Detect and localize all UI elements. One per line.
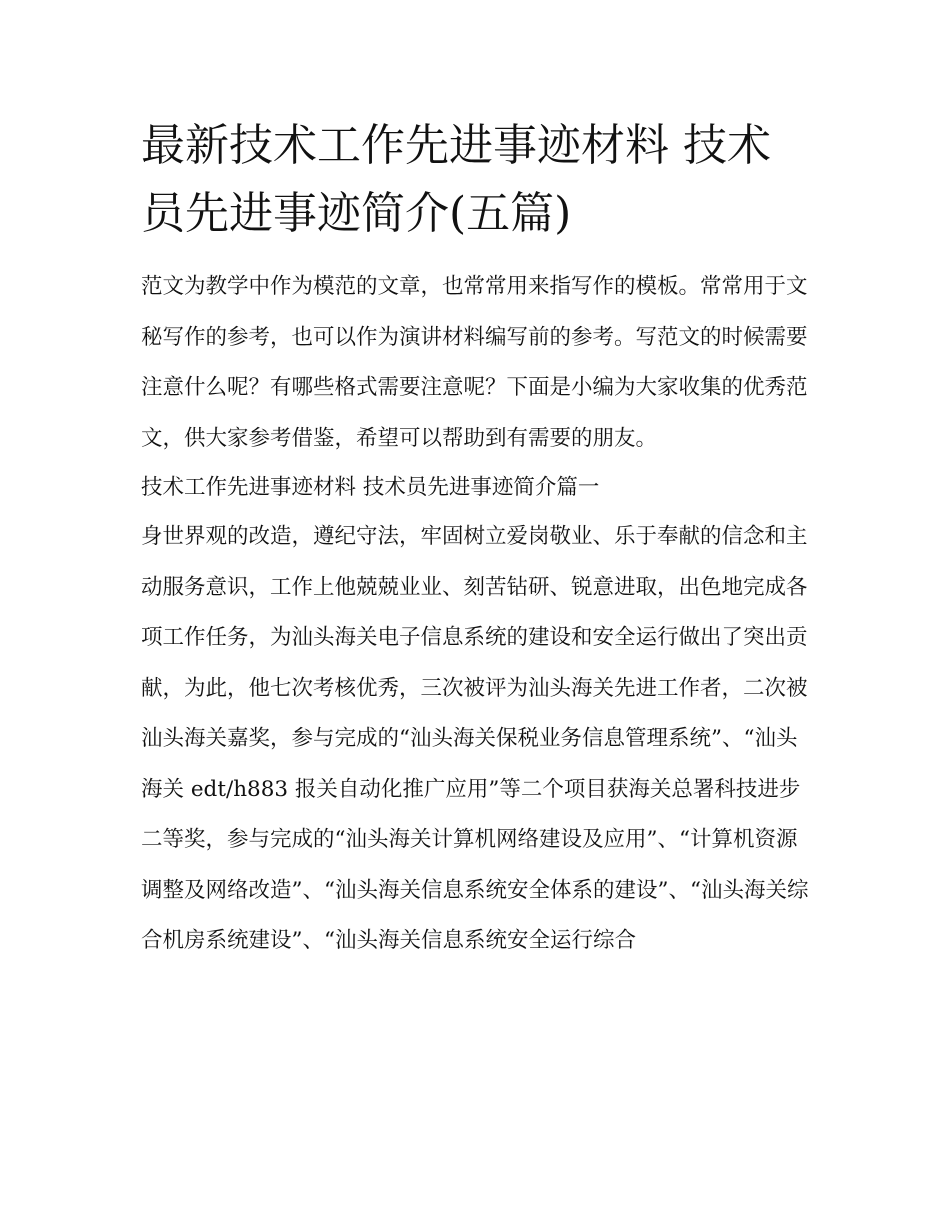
document-title: 最新技术工作先进事迹材料 技术员先进事迹简介(五篇)	[141, 120, 771, 239]
document-content	[141, 112, 813, 967]
intro-paragraph: 范文为教学中作为模范的文章，也常常用来指写作的模板。常常用于文秘写作的参考，也可以作为演讲材料编写前的参考。写范文的时候需要注意什么呢？有哪些格式需要注意呢？下面是小编为大家收集的优秀范文，供大家参考借鉴，希望可以帮助到有需要的朋友。	[141, 274, 808, 451]
body-paragraph: 身世界观的改造，遵纪守法，牢固树立爱岗敬业、乐于奉献的信念和主动服务意识，工作上他兢兢业业、刻苦钻研、锐意进取，出色地完成各项工作任务，为汕头海关电子信息系统的建设和安全运行做出了突出贡献，为此，他七次考核优秀，三次被评为汕头海关先进工作者，二次被汕头海关嘉奖，参与完成的“汕头海关保税业务信息管理系统”、“汕头海关 edt/h883 报关自动化推广应用”等二个项目获海关总署科技进步二等奖，参与完成的“汕头海关计算机网络建设及应用”、“计算机资源调整及网络改造”、“汕头海关信息系统安全体系的建设”、“汕头海关综合机房系统建设”、“汕头海关信息系统安全运行综合	[141, 524, 809, 953]
section-heading: 技术工作先进事迹材料 技术员先进事迹简介篇一	[141, 475, 600, 500]
